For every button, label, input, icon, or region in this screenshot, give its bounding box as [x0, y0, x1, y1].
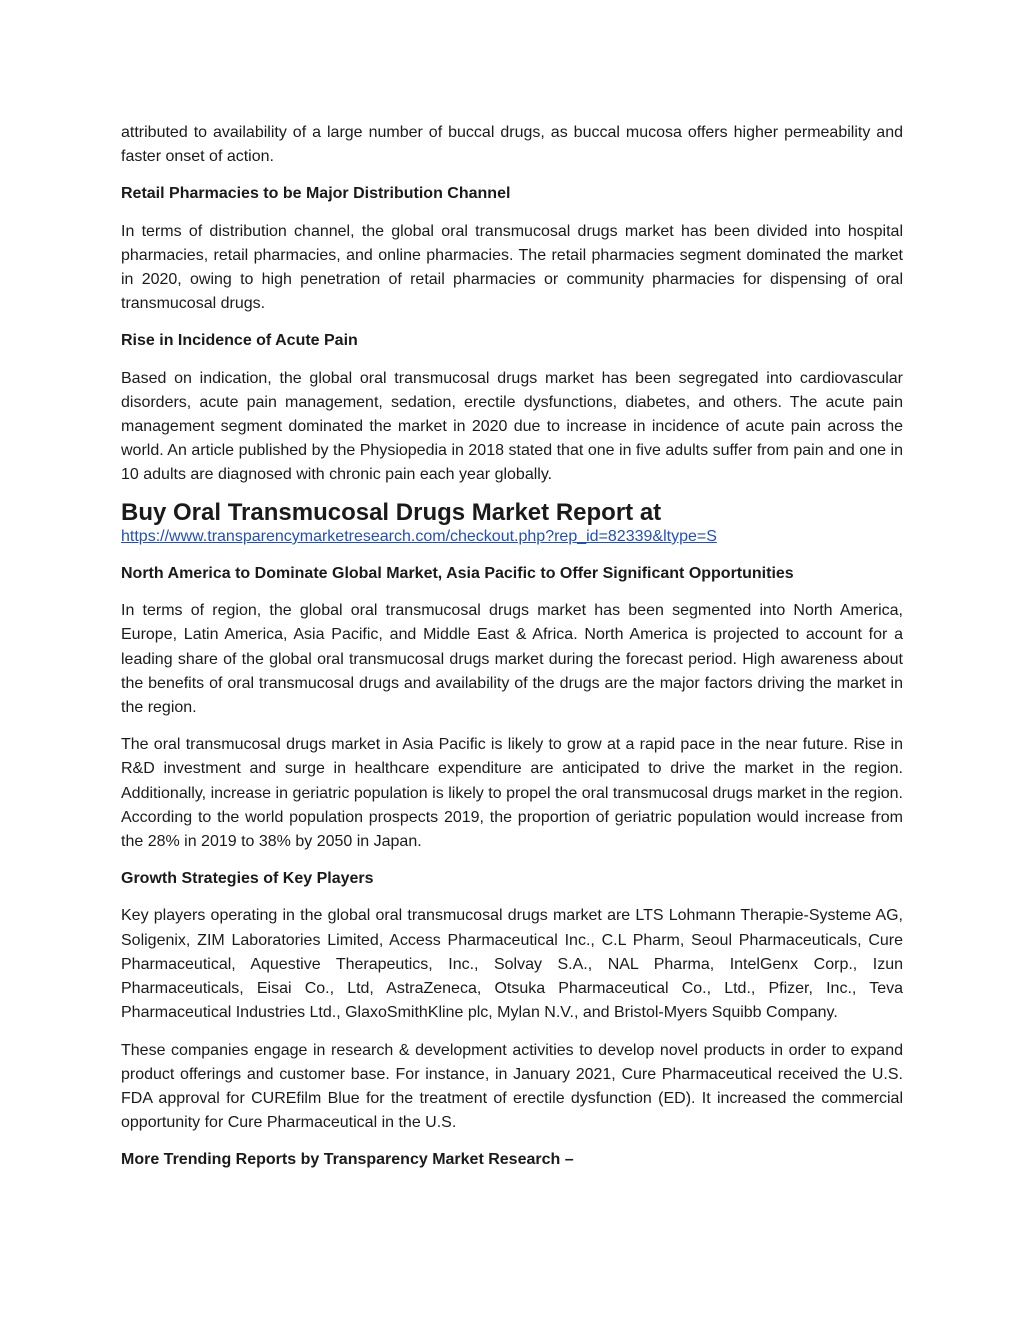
intro-paragraph: attributed to availability of a large number of buccal drugs, as buccal mucosa offers higher permeability and faster onset of action.	[121, 124, 903, 166]
retail-paragraph: In terms of distribution channel, the global oral transmucosal drugs market has been divided into hospital pharmacies, retail pharmacies, and online pharmacies. The retail pharmacies segment dominated the market in 2020, owing to high penetration of retail pharmacies or community pharmacies for dispensing of oral transmucosal drugs.	[121, 222, 903, 313]
buy-report-link[interactable]: https://www.transparencymarketresearch.com/checkout.php?rep_id=82339&ltype=S	[121, 527, 717, 545]
heading-acute-pain: Rise in Incidence of Acute Pain	[121, 332, 358, 350]
heading-buy-report: Buy Oral Transmucosal Drugs Market Report at	[121, 498, 662, 526]
heading-growth-strategies: Growth Strategies of Key Players	[121, 870, 374, 888]
heading-regional-outlook: North America to Dominate Global Market, Asia Pacific to Offer Significant Opportunities	[121, 565, 794, 583]
region-paragraph-1: In terms of region, the global oral transmucosal drugs market has been segmented into North America, Europe, Latin America, Asia Pacific, and Middle East & Africa. North America is projected to account for a leading share of the global oral transmucosal drugs market during the forecast period. High awareness about the benefits of oral transmucosal drugs and availability of the drugs are the major factors driving the market in the region.	[121, 602, 903, 717]
heading-retail-pharmacies: Retail Pharmacies to be Major Distribution Channel	[121, 185, 511, 203]
heading-more-trending-reports: More Trending Reports by Transparency Market Research –	[121, 1151, 574, 1169]
key-players-paragraph: Key players operating in the global oral transmucosal drugs market are LTS Lohmann Therapie-Systeme AG, Soligenix, ZIM Laboratories Limited, Access Pharmaceutical Inc., C.L Pharm, Seoul Pharmaceuticals, Cure Pharmaceutical, Aquestive Therapeutics, Inc., Solvay S.A., NAL Pharma, IntelGenx Corp., Izun Pharmaceuticals, Eisai Co., Ltd, AstraZeneca, Otsuka Pharmaceutical Co., Ltd., Pfizer, Inc., Teva Pharmaceutical Industries Ltd., GlaxoSmithKline plc, Mylan N.V., and Bristol-Myers Squibb Company.	[121, 907, 903, 1022]
region-paragraph-2: The oral transmucosal drugs market in Asia Pacific is likely to grow at a rapid pace in the near future. Rise in R&D investment and surge in healthcare expenditure are anticipated to drive the market in the region. Additionally, increase in geriatric population is likely to propel the oral transmucosal drugs market in the region. According to the world population prospects 2019, the proportion of geriatric population would increase from the 28% in 2019 to 38% by 2050 in Japan.	[121, 736, 903, 851]
companies-paragraph: These companies engage in research & development activities to develop novel products in order to expand product offerings and customer base. For instance, in January 2021, Cure Pharmaceutical received the U.S. FDA approval for CUREfilm Blue for the treatment of erectile dysfunction (ED). It increased the commercial opportunity for Cure Pharmaceutical in the U.S.	[121, 1041, 903, 1132]
acute-pain-paragraph: Based on indication, the global oral transmucosal drugs market has been segregated into cardiovascular disorders, acute pain management, sedation, erectile dysfunctions, diabetes, and others. The acute pain management segment dominated the market in 2020 due to increase in incidence of acute pain across the world. An article published by the Physiopedia in 2018 stated that one in five adults suffer from pain and one in 10 adults are diagnosed with chronic pain each year globally.	[121, 369, 903, 484]
document-page	[121, 121, 903, 1186]
